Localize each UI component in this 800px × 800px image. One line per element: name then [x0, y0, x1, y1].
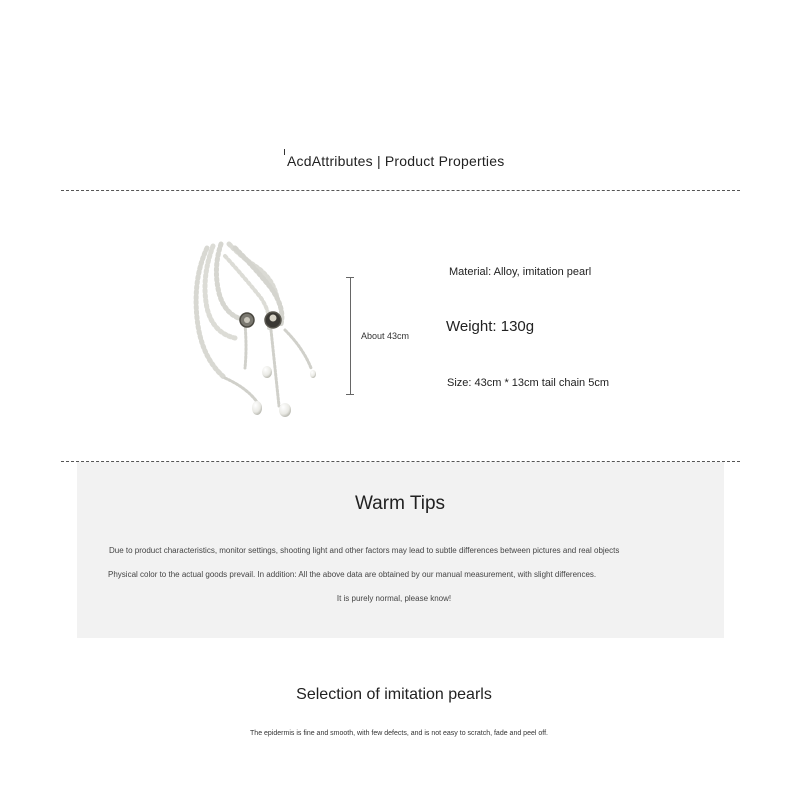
warm-tip-line: Physical color to the actual goods prevail. In addition: All the above data are obtained by our manual measurement, with slight differences.	[108, 570, 597, 579]
warm-tips-title: Warm Tips	[354, 493, 446, 514]
title-tick-mark	[284, 149, 285, 155]
dimension-cap-top	[346, 277, 354, 278]
material-property: Material: Alloy, imitation pearl	[449, 266, 592, 278]
pearls-description: The epidermis is fine and smooth, with few defects, and is not easy to scratch, fade and peel off.	[250, 730, 548, 737]
size-property: Size: 43cm * 13cm tail chain 5cm	[447, 377, 610, 389]
top-divider	[61, 190, 740, 191]
dimension-label: About 43cm	[361, 331, 410, 341]
section-title: AcdAttributes | Product Properties	[287, 153, 505, 169]
warm-tip-line: It is purely normal, please know!	[336, 594, 452, 603]
weight-property: Weight: 130g	[446, 318, 535, 335]
pearl-necklace-icon	[185, 238, 325, 423]
dimension-line	[350, 277, 351, 394]
dimension-cap-bottom	[346, 394, 354, 395]
pearls-section-title: Selection of imitation pearls	[296, 686, 492, 703]
warm-tip-line: Due to product characteristics, monitor settings, shooting light and other factors may lead to subtle differences between pictures and real objects	[109, 546, 620, 555]
